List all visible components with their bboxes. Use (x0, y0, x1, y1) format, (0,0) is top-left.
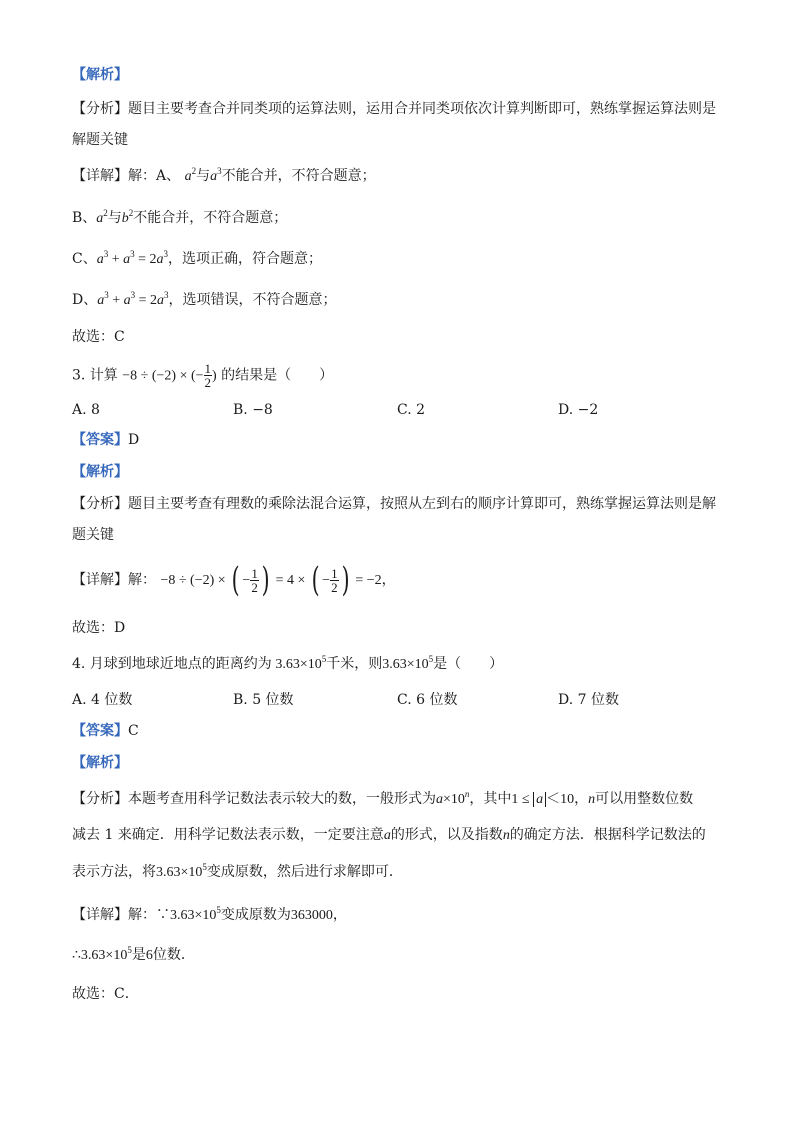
q3-stem: 3. 计算 −8 ÷ (−2) × (− $\frac{1}{2}$ ) 的结果是（ ） (72, 361, 334, 390)
q2-option-b: B、$a^2$与$b^2$不能合并，不符合题意； (72, 208, 288, 226)
q4-fenxi-line1: 【分析】本题考查用科学记数法表示较大的数，一般形式为$a\times 10^n$，其中1 ≤ a ＜10，n可以用整数位数 (72, 789, 694, 807)
q2-option-c: C、$a^3 + a^3 = 2a^3$，选项正确，符合题意； (72, 249, 323, 267)
q3-option-c[interactable]: C. 2 (397, 402, 426, 418)
q3-answer-tag: 【答案】D (72, 432, 140, 448)
q4-xiangjie-line2: $\therefore 3.63\times 10^5$是6位数． (72, 945, 195, 963)
q4-fenxi-line2: 减去 1 来确定．用科学记数法表示数，一定要注意a的形式，以及指数n的确定方法．根据科学记数法的 (72, 827, 706, 843)
q4-option-d[interactable]: D. 7 位数 (558, 692, 619, 708)
q3-option-b[interactable]: B. −8 (233, 402, 273, 418)
q4-fenxi-line3: 表示方法，将$3.63\times 10^5$变成原数，然后进行求解即可． (72, 862, 403, 880)
q4-answer-tag: 【答案】C (72, 723, 139, 739)
q2-xiangjie-a: 【详解】解：A、 $a^2$与$a^3$不能合并，不符合题意； (72, 166, 376, 184)
q3-jiexi-heading: 【解析】 (72, 464, 128, 480)
q4-answer: 故选：C． (72, 986, 139, 1002)
q4-option-b[interactable]: B. 5 位数 (233, 692, 294, 708)
q3-stem-fraction: $\frac{1}{2}$ (204, 361, 212, 390)
q4-jiexi-heading: 【解析】 (72, 755, 128, 771)
q3-option-a[interactable]: A. 8 (72, 402, 100, 418)
q3-fenxi-line2: 题关键 (72, 527, 114, 543)
q3-option-d[interactable]: D. −2 (558, 402, 599, 418)
q2-jiexi-heading: 【解析】 (72, 67, 128, 83)
q4-option-c[interactable]: C. 6 位数 (397, 692, 458, 708)
q2-fenxi-line1: 【分析】题目主要考查合并同类项的运算法则，运用合并同类项依次计算判断即可，熟练掌握运算法则是 (72, 101, 716, 117)
q3-xiangjie: 【详解】解： −8 ÷ (−2) × ( − $\frac{1}{2}$ ) = 4 × ( − $\frac{1}{2}$ ) = −2， (72, 560, 396, 600)
q4-option-a[interactable]: A. 4 位数 (72, 692, 133, 708)
q2-option-d: D、$a^3 + a^3 = 2a^3$，选项错误，不符合题意； (72, 290, 337, 308)
q3-answer: 故选：D (72, 620, 126, 636)
q4-stem: 4. 月球到地球近地点的距离约为 $3.63\times 10^5$千米，则$3.63\times 10^5$是（ ） (72, 654, 504, 672)
q2-fenxi-line2: 解题关键 (72, 132, 128, 148)
q2-answer: 故选：C (72, 329, 125, 345)
q3-fenxi-line1: 【分析】题目主要考查有理数的乘除法混合运算，按照从左到右的顺序计算即可，熟练掌握运算法则是解 (72, 496, 716, 512)
q4-xiangjie-line1: 【详解】解：$\because 3.63\times 10^5$变成原数为363000， (72, 905, 347, 923)
